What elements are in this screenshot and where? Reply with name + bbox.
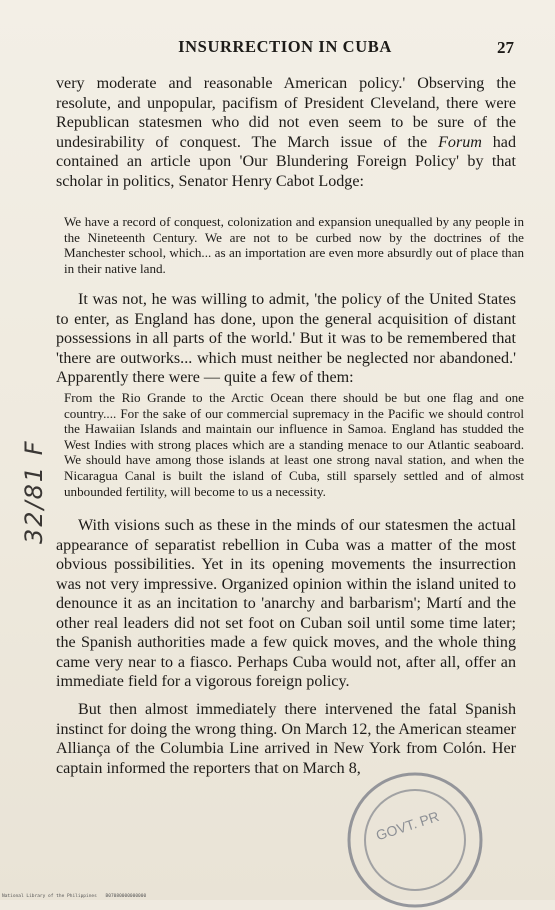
page-number: 27: [497, 38, 514, 57]
stamp-text: GOVT. PR: [373, 808, 441, 844]
page-header: [56, 37, 514, 59]
paragraph-1-text: very moderate and reasonable American policy.' Observing the resolute, and unpopular, pacifism of President Cleveland, there were Republican statesmen who did not even seem to be sure of the undesirability of conquest. The March issue of the: [56, 75, 516, 151]
paragraph-3: With visions such as these in the minds of our statesmen the actual appearance of separatist rebellion in Cuba was a matter of the most obvious possibilities. Yet in its opening movements the insurrection was not very impressive. Organized opinion within the island united to denounce it as an incitation to 'anarchy and barbarism'; Martí and the other real leaders did not set foot on Cuban soil until some time later; the Spanish authorities made a few quick moves, and the whole thing came very near to a fiasco. Perhaps Cuba would not, after all, offer an immediate field for a vigorous foreign policy.: [56, 517, 516, 690]
running-head: INSURRECTION IN CUBA: [178, 37, 392, 56]
forum-title: Forum: [438, 133, 482, 151]
quote-lodge-1: We have a record of conquest, colonization and expansion unequalled by any people in the Nineteenth Century. We are not to be curbed now by the doctrines of the Manchester school, which... as an importation are even more absurdly out of place than in their native land.: [64, 214, 524, 276]
paragraph-4: But then almost immediately there intervened the fatal Spanish instinct for doing the wrong thing. On March 12, the American steamer Alliança of the Columbia Line arrived in New York from Colón. Her captain informed the reporters that on March 8,: [56, 701, 516, 777]
paragraph-1-text-end: had contained an article upon 'Our Blundering Foreign Policy' by that scholar in politics, Senator Henry Cabot Lodge:: [56, 133, 516, 190]
paragraph-1: [56, 74, 516, 191]
margin-note-text: 32/81 F: [20, 439, 48, 544]
footer-code: B07080000000000: [105, 894, 147, 899]
quote-lodge-2: From the Rio Grande to the Arctic Ocean there should be but one flag and one country.... For the sake of our commercial supremacy in the Pacific we should control the Hawaiian Islands and maintain our influence in Samoa. England has studded the West Indies with strong places which are a standing menace to our Atlantic seaboard. We should have among those islands at least one strong naval station, and when the Nicaragua Canal is built the island of Cuba, still sparsely settled and of almost unbounded fertility, will become to us a necessity.: [64, 390, 524, 499]
paragraph-2: It was not, he was willing to admit, 'the policy of the United States to enter, as England has done, upon the general acquisition of distant possessions in all parts of the world.' But it was to be remembered that 'there are outworks... which must neither be neglected nor abandoned.' Apparently there were — quite a few of them:: [56, 291, 516, 386]
scan-footer: [2, 894, 146, 899]
handwritten-margin-note: [12, 440, 52, 550]
library-stamp-icon: [335, 760, 485, 910]
footer-library: National Library of the Philippines: [2, 894, 97, 899]
